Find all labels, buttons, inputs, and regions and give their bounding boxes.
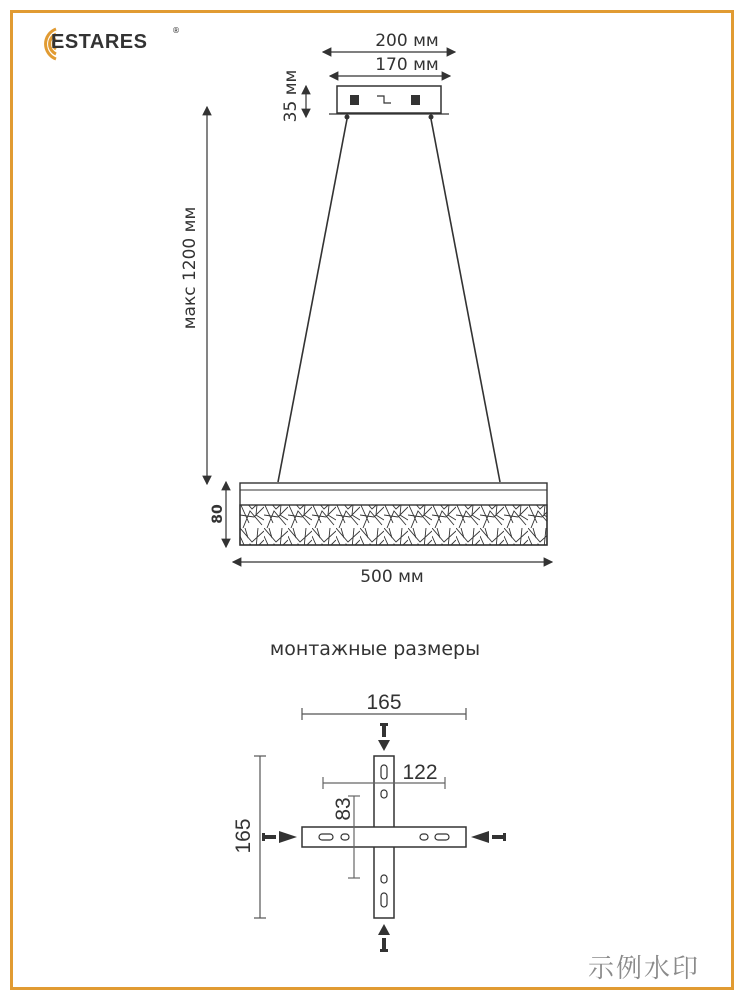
max-length-label: макс 1200 мм xyxy=(180,206,200,330)
canopy-width-label: 200 мм xyxy=(375,31,439,51)
canopy-height-dimension xyxy=(281,70,306,123)
body-width-dimension xyxy=(233,562,552,587)
watermark-text: 示例水印 xyxy=(588,954,701,984)
screw-bottom-icon xyxy=(378,924,390,952)
hole-spacing-label: 122 xyxy=(402,761,438,784)
body-width-label: 500 мм xyxy=(360,567,424,587)
screw-top-icon xyxy=(378,723,390,751)
suspension-cables xyxy=(278,119,500,482)
canopy-mount-label: 170 мм xyxy=(375,55,439,75)
body-height-dimension xyxy=(210,482,226,547)
bracket-width-label: 165 xyxy=(366,691,402,714)
ceiling-canopy xyxy=(329,86,449,120)
mounting-title: монтажные размеры xyxy=(269,638,481,660)
luminaire-body xyxy=(240,483,547,545)
max-length-dimension xyxy=(180,107,207,484)
bracket-height-label: 165 xyxy=(232,818,255,854)
bracket-height-dimension xyxy=(232,756,266,918)
screw-right-icon xyxy=(471,831,506,843)
screw-left-icon xyxy=(262,831,297,843)
body-height-label: 80 xyxy=(210,504,226,524)
brand-reg-mark: ® xyxy=(172,26,180,35)
canopy-mount-dimension xyxy=(330,55,450,76)
canopy-width-dimension xyxy=(323,31,455,52)
brand-name: ESTARES xyxy=(51,31,148,53)
hole-offset-label: 83 xyxy=(332,797,355,821)
canopy-height-label: 35 мм xyxy=(281,69,301,123)
bracket-width-dimension xyxy=(302,691,466,720)
cross-bracket xyxy=(302,756,466,918)
